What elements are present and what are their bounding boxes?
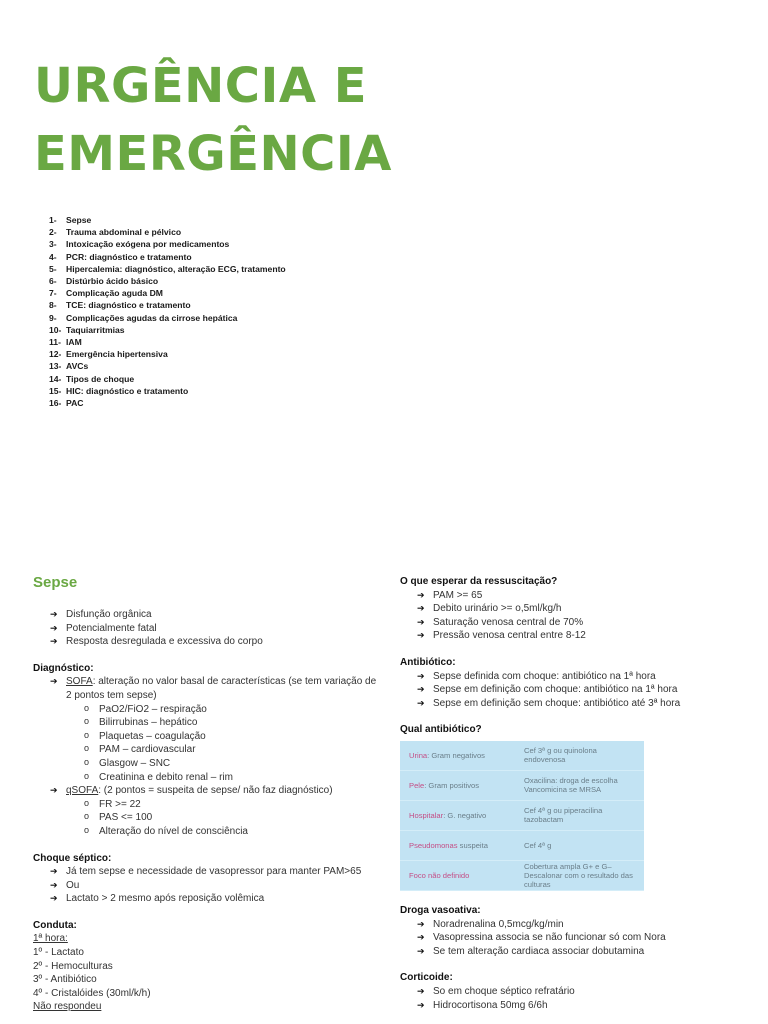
- toc-item: [49, 385, 286, 397]
- conduta-step: 4º - Cristalóides (30ml/k/h): [33, 987, 151, 999]
- toc-num: 13-: [49, 361, 62, 372]
- list-item: ➔ Debito urinário >= o,5ml/kg/h: [400, 602, 760, 616]
- toc-text: IAM: [66, 337, 82, 348]
- table-cell-antibiotic: Cef 4ª g: [520, 830, 644, 860]
- section-title-sepse: Sepse: [33, 574, 78, 591]
- toc-item: [49, 312, 286, 324]
- antibiotic-table: [400, 741, 644, 891]
- title-line-2: EMERGÊNCIA: [34, 126, 392, 182]
- focus-rest: : Gram negativos: [427, 750, 485, 760]
- sub-item: o PaO2/FiO2 – respiração: [33, 703, 378, 717]
- focus-label: Urina: [409, 750, 428, 760]
- focus-rest: : Gram positivos: [424, 780, 480, 790]
- toc-num: 10-: [49, 324, 62, 335]
- diagnostico-heading: Diagnóstico:: [33, 662, 94, 674]
- list-item: ➔ Resposta desregulada e excessiva do corpo: [33, 635, 378, 649]
- sub-item: o FR >= 22: [33, 798, 378, 812]
- list-item: ➔ Sepse em definição sem choque: antibiótico até 3ª hora: [400, 697, 760, 711]
- table-row: [400, 830, 644, 860]
- toc-item: [49, 336, 286, 348]
- table-cell-antibiotic: Cef 4ª g ou piperacilina tazobactam: [520, 800, 644, 830]
- conduta-step: 2º - Hemoculturas: [33, 960, 113, 972]
- right-column: [400, 575, 760, 1012]
- toc-text: Complicação aguda DM: [66, 288, 163, 299]
- antibiotico-list: [400, 670, 760, 711]
- list-item: ➔ PAM >= 65: [400, 589, 760, 603]
- table-row: [400, 860, 644, 890]
- conduta-step: 3º - Antibiótico: [33, 974, 97, 986]
- toc-item: [49, 397, 286, 409]
- toc-num: 16-: [49, 398, 62, 409]
- focus-rest: suspeita: [457, 840, 488, 850]
- toc-item: [49, 251, 286, 263]
- table-cell-focus: [400, 741, 520, 771]
- toc-text: Complicações agudas da cirrose hepática: [66, 312, 238, 323]
- toc-text: PCR: diagnóstico e tratamento: [66, 251, 192, 262]
- toc-item: [49, 324, 286, 336]
- toc-text: Intoxicação exógena por medicamentos: [66, 239, 230, 250]
- list-item: ➔ Ou: [33, 879, 378, 893]
- corticoide-list: [400, 985, 760, 1012]
- antibiotico-heading: Antibiótico:: [400, 656, 456, 668]
- sofa-item: [33, 675, 378, 702]
- list-item: ➔ Hidrocortisona 50mg 6/6h: [400, 999, 760, 1013]
- list-item: ➔ Disfunção orgânica: [33, 608, 378, 622]
- toc-text: Distúrbio ácido básico: [66, 276, 159, 287]
- table-row: [400, 770, 644, 800]
- toc-text: Trauma abdominal e pélvico: [66, 227, 182, 238]
- toc-text: AVCs: [66, 361, 89, 372]
- sub-item: o PAS <= 100: [33, 811, 378, 825]
- list-item: ➔ Já tem sepse e necessidade de vasopressor para manter PAM>65: [33, 865, 378, 879]
- qsofa-label: qSOFA: [66, 785, 99, 797]
- ressuscitacao-heading: O que esperar da ressuscitação?: [400, 576, 558, 587]
- toc-item: [49, 287, 286, 299]
- toc-text: Hipercalemia: diagnóstico, alteração ECG, tratamento: [66, 263, 286, 274]
- toc-item: [49, 360, 286, 372]
- table-row: [400, 800, 644, 830]
- droga-vasoativa-heading: Droga vasoativa:: [400, 904, 481, 916]
- sub-item: o Creatinina e debito renal – rim: [33, 771, 378, 785]
- list-item: ➔ Sepse em definição com choque: antibiótico na 1ª hora: [400, 683, 760, 697]
- ressuscitacao-list: [400, 589, 760, 643]
- toc-num: 14-: [49, 373, 62, 384]
- list-item: ➔ Noradrenalina 0,5mcg/kg/min: [400, 918, 760, 932]
- sofa-text: : alteração no valor basal de características (se tem variação de 2 pontos tem sepse): [66, 676, 377, 701]
- list-item: ➔ Potencialmente fatal: [33, 622, 378, 636]
- table-cell-focus: [400, 860, 520, 890]
- sub-item: o Alteração do nível de consciência: [33, 825, 378, 839]
- focus-rest: : G. negativo: [443, 810, 487, 820]
- table-cell-focus: [400, 830, 520, 860]
- title-line-1: URGÊNCIA E: [34, 58, 368, 114]
- conduta-heading: Conduta:: [33, 919, 77, 931]
- table-cell-focus: [400, 800, 520, 830]
- toc-item: [49, 238, 286, 250]
- toc-item: [49, 275, 286, 287]
- toc-text: Sepse: [66, 215, 92, 225]
- conduta-step: 1º - Lactato: [33, 947, 84, 959]
- table-row: [400, 741, 644, 771]
- droga-vasoativa-list: [400, 918, 760, 959]
- toc-text: TCE: diagnóstico e tratamento: [66, 300, 191, 311]
- table-cell-antibiotic: Cobertura ampla G+ e G– Descalonar com o resultado das culturas: [520, 860, 644, 890]
- qsofa-item: [33, 784, 378, 798]
- toc-num: 8-: [49, 300, 57, 311]
- list-item: ➔ Se tem alteração cardiaca associar dobutamina: [400, 945, 760, 959]
- toc-num: 6-: [49, 276, 57, 287]
- toc-text: Taquiarritmias: [66, 324, 125, 335]
- choque-list: [33, 865, 378, 906]
- list-item: ➔ Saturação venosa central de 70%: [400, 616, 760, 630]
- list-item: ➔ So em choque séptico refratário: [400, 985, 760, 999]
- toc-item: [49, 348, 286, 360]
- list-item: ➔ Pressão venosa central entre 8-12: [400, 629, 760, 643]
- table-cell-focus: [400, 770, 520, 800]
- toc-item: [49, 214, 286, 226]
- sofa-label: SOFA: [66, 676, 93, 688]
- toc-num: 9-: [49, 312, 57, 323]
- sub-item: o Plaquetas – coagulação: [33, 730, 378, 744]
- toc-item: [49, 373, 286, 385]
- toc-text: PAC: [66, 398, 84, 409]
- qual-antibiotico-heading: Qual antibiótico?: [400, 724, 482, 736]
- focus-label: Pele: [409, 780, 425, 790]
- focus-label: Hospitalar: [409, 810, 444, 820]
- toc-item: [49, 226, 286, 238]
- toc-text: HIC: diagnóstico e tratamento: [66, 385, 189, 396]
- list-item: ➔ Lactato > 2 mesmo após reposição volêmica: [33, 892, 378, 906]
- toc-item: [49, 299, 286, 311]
- toc-num: 4-: [49, 251, 57, 262]
- diagnostico-list: [33, 675, 378, 838]
- toc-num: 5-: [49, 263, 57, 274]
- toc-num: 7-: [49, 288, 57, 299]
- toc-num: 1-: [49, 215, 57, 225]
- toc-item: [49, 263, 286, 275]
- focus-label: Pseudomonas: [409, 840, 458, 850]
- toc-num: 11-: [49, 337, 61, 348]
- focus-label: Foco não definido: [409, 870, 470, 880]
- table-cell-antibiotic: Cef 3ª g ou quinolona endovenosa: [520, 741, 644, 771]
- toc-num: 15-: [49, 385, 62, 396]
- sub-item: o Glasgow – SNC: [33, 757, 378, 771]
- sepse-intro-list: [33, 608, 378, 649]
- table-of-contents: [49, 214, 286, 409]
- list-item: ➔ Sepse definida com choque: antibiótico na 1ª hora: [400, 670, 760, 684]
- toc-num: 2-: [49, 227, 57, 238]
- toc-text: Emergência hipertensiva: [66, 349, 168, 360]
- qsofa-text: : (2 pontos = suspeita de sepse/ não faz diagnóstico): [98, 785, 333, 797]
- toc-text: Tipos de choque: [66, 373, 135, 384]
- left-column: [33, 608, 378, 1014]
- sub-item: o PAM – cardiovascular: [33, 743, 378, 757]
- primeira-hora-label: 1ª hora:: [33, 933, 68, 945]
- table-cell-antibiotic: Oxacilina: droga de escolha Vancomicina se MRSA: [520, 770, 644, 800]
- corticoide-heading: Corticoide:: [400, 972, 453, 984]
- sub-item: o Bilirrubinas – hepático: [33, 716, 378, 730]
- toc-num: 12-: [49, 349, 62, 360]
- toc-num: 3-: [49, 239, 57, 250]
- document-title: [34, 52, 392, 188]
- list-item: ➔ Vasopressina associa se não funcionar só com Nora: [400, 931, 760, 945]
- nao-respondeu-label: Não respondeu: [33, 1001, 102, 1013]
- choque-heading: Choque séptico:: [33, 852, 112, 864]
